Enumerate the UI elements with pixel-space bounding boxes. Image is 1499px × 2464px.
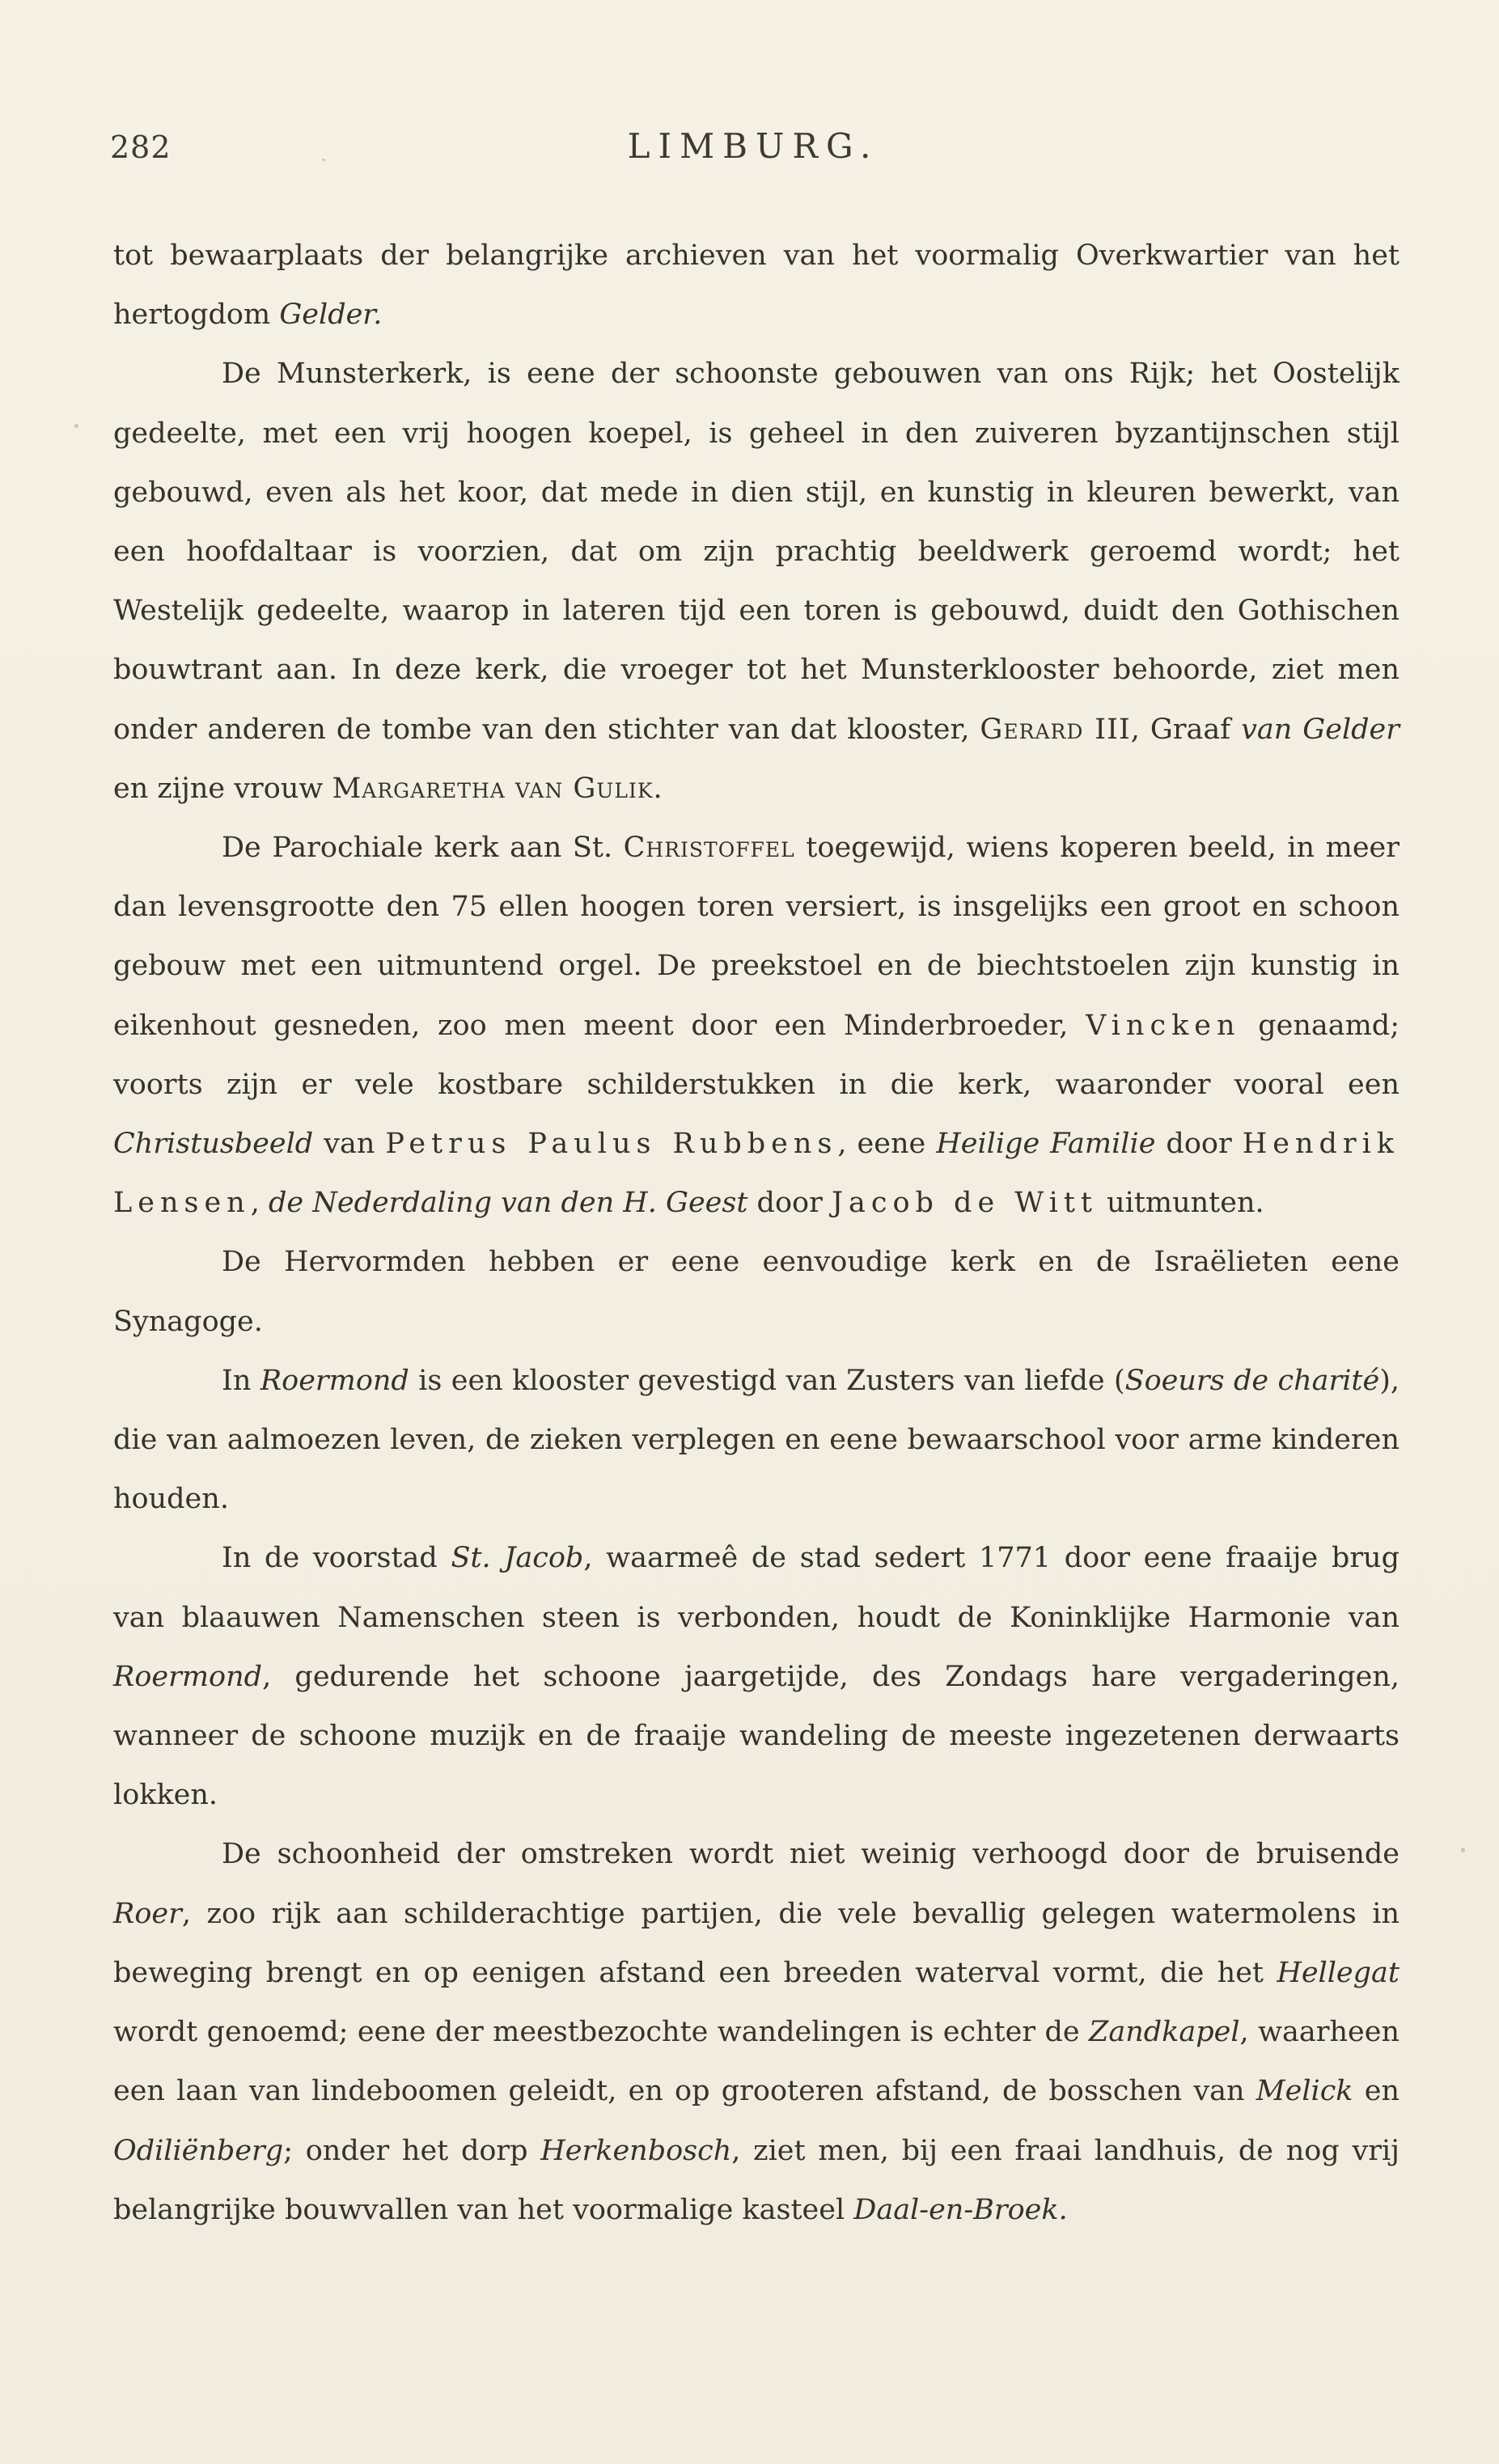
text-run: door — [747, 1187, 832, 1220]
text-run: toegewijd, wiens koperen beeld, in meer dan levensgrootte den 75 ellen hoogen toren versiert, is insgelijks een groot en schoon gebouw met een uitmuntend orgel. De preekstoel en de biechtstoelen zijn kunstig in eikenhout gesneden, zoo men meent door een Minderbroeder, — [113, 832, 1399, 1042]
body-text — [113, 227, 1399, 2240]
paragraph — [113, 1825, 1399, 2239]
text-run: De Hervormden hebben er eene eenvoudige kerk en de Israëlieten eene Synagoge. — [113, 1246, 1399, 1338]
text-run: wordt genoemd; eene der meestbezochte wandelingen is echter de — [113, 2016, 1090, 2049]
paragraph — [113, 1233, 1399, 1351]
text-run: , zoo rijk aan schilderachtige partijen, die vele bevallig gelegen watermolens in beweging brengt en op eenigen afstand een breeden waterval vormt, die het — [113, 1897, 1399, 1989]
spaced-name: Vincken — [1086, 1009, 1241, 1042]
paper-speck — [1461, 1848, 1465, 1852]
italic-text: Roermond — [260, 1364, 409, 1397]
paragraph — [113, 227, 1399, 345]
italic-text: Herkenbosch — [540, 2134, 732, 2167]
paragraph — [113, 819, 1399, 1233]
running-head — [110, 121, 1396, 178]
text-run: , gedurende het schoone jaargetijde, des Zondags hare vergaderingen, wanneer de schoone muzijk en de fraaije wandeling de meeste ingezetenen derwaarts lokken. — [113, 1660, 1399, 1812]
text-run: ; onder het dorp — [283, 2134, 541, 2167]
text-run: genaamd; voorts zijn er vele kostbare schilderstukken in die kerk, waaronder vooral een — [113, 1009, 1399, 1101]
small-caps-name: Gerard III — [980, 713, 1131, 746]
text-run: , ziet men, bij een fraai landhuis, de nog vrij belangrijke bouwvallen van het voormalige kasteel — [113, 2134, 1399, 2226]
text-run: , eene — [837, 1128, 937, 1161]
text-run: door — [1155, 1128, 1243, 1161]
text-run: is een klooster gevestigd van Zusters van liefde ( — [409, 1364, 1125, 1397]
text-run: , waarmeê de stad sedert 1771 door eene fraaije brug van blaauwen Namenschen steen is verbonden, houdt de Koninklijke Harmonie van — [113, 1542, 1399, 1634]
italic-text: St. Jacob — [451, 1542, 584, 1575]
text-run: ), die van aalmoezen leven, de zieken verplegen en eene bewaarschool voor arme kinderen houden. — [113, 1364, 1399, 1516]
text-run: tot bewaarplaats der belangrijke archieven van het voormalig Overkwartier van het hertogdom — [113, 239, 1399, 332]
text-run: De Parochiale kerk aan St. — [222, 832, 624, 865]
page-title: LIMBURG. — [627, 126, 879, 166]
italic-text: Christusbeeld — [113, 1128, 314, 1161]
italic-text: de Nederdaling van den H. Geest — [268, 1187, 748, 1220]
italic-text: Melick — [1256, 2075, 1353, 2108]
italic-text: Gelder. — [279, 298, 383, 332]
text-run: In de voorstad — [222, 1542, 451, 1575]
spaced-name: Hendrik Lensen — [113, 1128, 1400, 1220]
text-run: , Graaf — [1130, 713, 1242, 746]
italic-text: Daal-en-Broek. — [853, 2193, 1068, 2226]
italic-text: Heilige Familie — [936, 1128, 1156, 1161]
italic-text: Roer — [113, 1897, 182, 1930]
italic-text: Odiliënberg — [113, 2134, 284, 2167]
italic-text: Hellegat — [1277, 1956, 1399, 1989]
text-run: , — [250, 1187, 269, 1220]
italic-text: Roermond — [113, 1660, 263, 1693]
small-caps-name: Margaretha van Gulik. — [332, 772, 663, 805]
page-number: 282 — [110, 129, 171, 165]
paragraph — [113, 345, 1399, 819]
spaced-name: Jacob de Witt — [831, 1187, 1098, 1220]
paper-speck — [74, 424, 78, 428]
text-run: De schoonheid der omstreken wordt niet weinig verhoogd door de bruisende — [222, 1838, 1399, 1871]
small-caps-name: Christoffel — [623, 832, 795, 865]
spaced-name: Petrus Paulus Rubbens — [385, 1128, 838, 1161]
text-run: De Munsterkerk, is eene der schoonste gebouwen van ons Rijk; het Oostelijk gedeelte, met een vrij hoogen koepel, is geheel in den zuiveren byzantijnschen stijl gebouwd, even als het koor, dat mede in dien stijl, en kunstig in kleuren bewerkt, van een hoofdaltaar is voorzien, dat om zijn prachtig beeldwerk geroemd wordt; het Westelijk gedeelte, waarop in lateren tijd een toren is gebouwd, duidt den Gothischen bouwtrant aan. In deze kerk, die vroeger tot het Munsterklooster behoorde, ziet men onder anderen de tombe van den stichter van dat klooster, — [113, 358, 1399, 746]
italic-text: van Gelder — [1241, 713, 1399, 746]
italic-text: Soeurs de charité — [1124, 1364, 1380, 1397]
text-run: , waarheen een laan van lindeboomen geleidt, en op grooteren afstand, de bosschen van — [113, 2016, 1399, 2108]
text-run: en zijne vrouw — [113, 772, 332, 805]
text-run: In — [222, 1364, 260, 1397]
text-run: uitmunten. — [1097, 1187, 1264, 1220]
italic-text: Zandkapel — [1089, 2016, 1240, 2049]
text-run: en — [1353, 2075, 1399, 2108]
text-run: van — [313, 1128, 386, 1161]
paragraph — [113, 1352, 1399, 1530]
paragraph — [113, 1529, 1399, 1825]
